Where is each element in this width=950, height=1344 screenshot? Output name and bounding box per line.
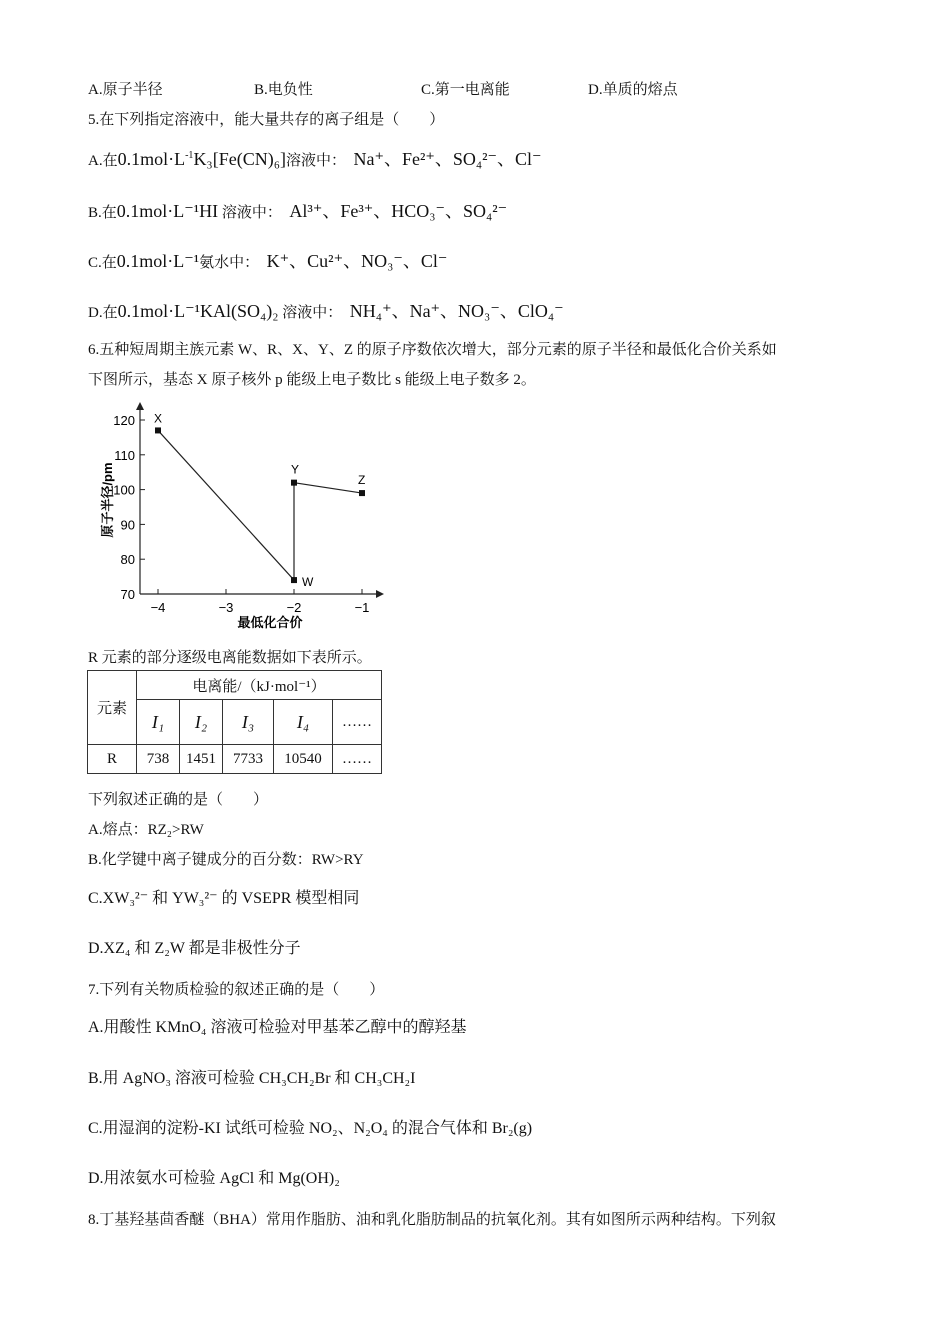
q6-option-a: A.熔点：RZ₂>RW	[88, 822, 204, 838]
q6-question: 下列叙述正确的是（ ）	[88, 792, 269, 808]
unit-exp: -1	[185, 150, 194, 161]
data-point-W	[291, 577, 297, 583]
q6-stem-line2: 下图所示，基态 X 原子核外 p 能级上电子数比 s 能级上电子数多 2。	[88, 372, 536, 388]
point-label-X: X	[154, 411, 163, 426]
q7-option-c: C.用湿润的淀粉-KI 试纸可检验 NO₂、N₂O₄ 的混合气体和 Br₂(g)	[88, 1120, 533, 1137]
prefix: D.在	[88, 305, 118, 321]
y-axis-label: 原子半径/pm	[100, 462, 115, 538]
data-point-Z	[359, 490, 365, 496]
point-label-Z: Z	[358, 473, 366, 488]
y-tick-label: 100	[113, 482, 135, 498]
mid: 溶液中：	[285, 153, 346, 169]
conc: 0.1mol·L	[117, 149, 186, 169]
conc: 0.1mol·L⁻¹HI	[116, 201, 219, 221]
cell: 738	[137, 745, 180, 774]
y-tick-label: 80	[120, 552, 135, 568]
row-label: R	[88, 745, 137, 774]
ions: Al³⁺、Fe³⁺、HCO₃⁻、SO₄²⁻	[289, 201, 508, 221]
cell: 10540	[274, 745, 333, 774]
ionization-energy-table	[87, 670, 382, 774]
y-tick-label: 70	[120, 587, 135, 602]
y-tick-label: 90	[120, 517, 135, 533]
ions: Na⁺、Fe²⁺、SO₄²⁻、Cl⁻	[353, 149, 542, 169]
q4-option-c: C.第一电离能	[421, 82, 510, 98]
series-line	[158, 430, 362, 580]
q6-stem-line1: 6.五种短周期主族元素 W、R、X、Y、Z 的原子序数依次增大，部分元素的原子半径和最低化合价关系如	[88, 342, 777, 358]
data-point-Y	[291, 480, 297, 486]
q4-option-b: B.电负性	[254, 82, 313, 98]
mid: 溶液中：	[282, 305, 343, 321]
q7-option-a: A.用酸性 KMnO₄ 溶液可检验对甲基苯乙醇中的醇羟基	[88, 1019, 467, 1036]
q7-option-b: B.用 AgNO₃ 溶液可检验 CH₃CH₂Br 和 CH₃CH₂I	[88, 1070, 416, 1087]
point-label-W: W	[302, 575, 314, 590]
x-tick-label: −3	[218, 600, 234, 615]
col-i4: I₄	[274, 700, 333, 745]
q6-option-d: D.XZ₄ 和 Z₂W 都是非极性分子	[88, 940, 301, 957]
cell: 1451	[180, 745, 223, 774]
col-i3: I₃	[223, 700, 274, 745]
cell: 7733	[223, 745, 274, 774]
q7-option-d: D.用浓氨水可检验 AgCl 和 Mg(OH)₂	[88, 1170, 340, 1187]
y-tick-label: 110	[114, 447, 135, 463]
x-axis-arrow-icon	[376, 590, 384, 598]
mid: 氨水中：	[199, 255, 260, 271]
q6-option-c: C.XW₃²⁻ 和 YW₃²⁻ 的 VSEPR 模型相同	[88, 890, 360, 907]
solution: K₃[Fe(CN)₆]	[193, 149, 286, 169]
q7-stem: 7.下列有关物质检验的叙述正确的是（ ）	[88, 982, 385, 998]
x-tick-label: −4	[150, 600, 166, 615]
q4-option-a: A.原子半径	[88, 82, 163, 98]
mid: 溶液中：	[221, 205, 282, 221]
data-point-X	[155, 427, 161, 433]
q4-option-d: D.单质的熔点	[588, 82, 678, 98]
x-tick-label: −2	[286, 600, 302, 615]
y-tick-label: 120	[113, 413, 135, 428]
prefix: A.在	[88, 153, 118, 169]
col-i2: I₂	[180, 700, 223, 745]
col-header: 电离能/（kJ·mol⁻¹）	[137, 671, 382, 700]
cell: ……	[333, 745, 382, 774]
conc: 0.1mol·L⁻¹KAl(SO₄)₂	[117, 301, 279, 321]
q6-option-b: B.化学键中离子键成分的百分数：RW>RY	[88, 852, 364, 868]
prefix: B.在	[88, 205, 117, 221]
table-intro: R 元素的部分逐级电离能数据如下表所示。	[88, 650, 372, 666]
point-label-Y: Y	[291, 462, 300, 477]
radius-valence-chart	[0, 0, 950, 640]
conc: 0.1mol·L⁻¹	[116, 251, 200, 271]
col-i1: I₁	[137, 700, 180, 745]
q5-stem: 5.在下列指定溶液中，能大量共存的离子组是（ ）	[88, 112, 445, 128]
x-axis-label: 最低化合价	[237, 615, 303, 630]
col-more: ……	[333, 700, 382, 745]
prefix: C.在	[88, 255, 117, 271]
row-header: 元素	[88, 671, 137, 745]
ions: K⁺、Cu²⁺、NO₃⁻、Cl⁻	[266, 251, 448, 271]
x-tick-label: −1	[354, 600, 370, 615]
ions: NH₄⁺、Na⁺、NO₃⁻、ClO₄⁻	[349, 301, 564, 321]
q8-stem: 8.丁基羟基茴香醚（BHA）常用作脂肪、油和乳化脂肪制品的抗氧化剂。其有如图所示两种结构。下列叙	[88, 1212, 776, 1228]
y-axis-arrow-icon	[136, 402, 144, 410]
